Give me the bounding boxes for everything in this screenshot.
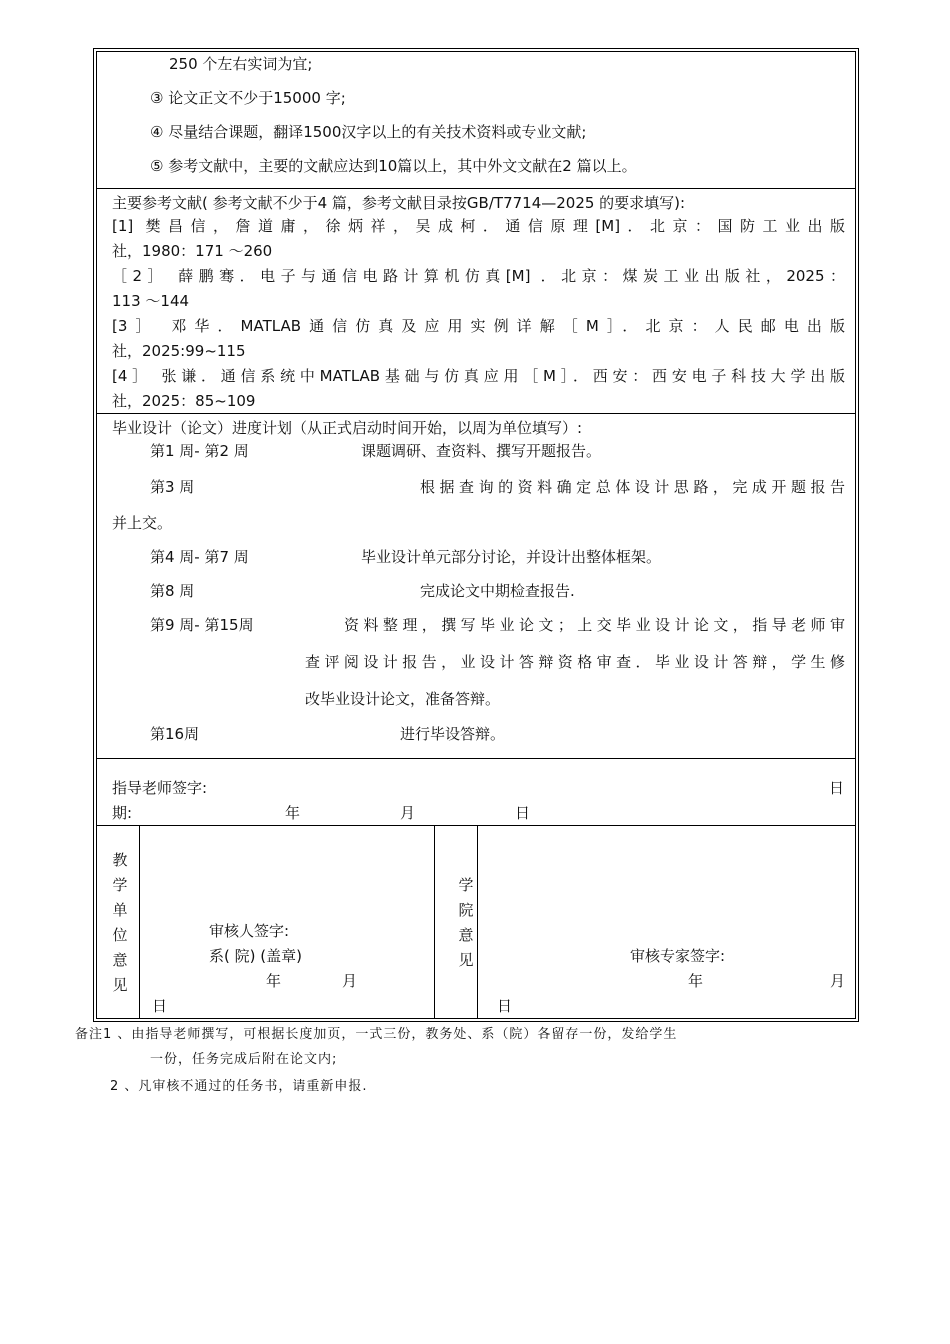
schedule-task-9-line2: 查评阅设计报告，业设计答辩资格审查．毕业设计答辩，学生修 [305,653,845,671]
reference-1-cont: 社，1980：171 ～260 [112,242,273,260]
reference-2-cont: 113 ～144 [112,292,190,310]
divider-unit-label [139,825,140,1019]
footnote-1: 备注1 、由指导老师撰写，可根据长度加页，一式三份，教务处、系（院）各留存一份，发给学生 [75,1027,678,1042]
schedule-task-1: 课题调研、查资料、撰写开题报告。 [361,442,602,460]
schedule-week-9: 第9 周- 第15周 [150,616,254,634]
references-heading: 主要参考文献( 参考文献不少于4 篇，参考文献目录按GB/T7714—2025 的要求填写): [112,194,686,212]
college-day: 日 [497,997,513,1015]
divider-review [96,825,856,826]
advisor-date-qi: 期: [112,804,133,822]
advisor-year: 年 [285,804,301,822]
college-opinion-label: 学院意见 [458,876,474,969]
schedule-task-4: 毕业设计单元部分讨论，并设计出整体框架。 [361,548,662,566]
college-expert-sign: 审核专家签字: [630,947,726,965]
requirement-item-4: ④ 尽量结合课题，翻译1500汉字以上的有关技术资料或专业文献; [150,123,587,141]
footnote-2: 2 、凡审核不通过的任务书，请重新申报. [110,1079,368,1094]
reference-1: [1] 樊昌信，詹道庸，徐炳祥，吴成柯．通信原理[M]．北京：国防工业出版 [112,217,845,235]
advisor-month: 月 [400,804,416,822]
reference-4-cont: 社，2025：85~109 [112,392,256,410]
divider-references [96,188,856,189]
schedule-task-3: 根据查询的资料确定总体设计思路，完成开题报告 [420,478,845,496]
reference-4: [4］ 张谦．通信系统中MATLAB基础与仿真应用［M］．西安：西安电子科技大学出版 [112,367,845,385]
divider-middle [434,825,435,1019]
unit-year: 年 [266,972,282,990]
footnote-1-cont: 一份，任务完成后附在论文内; [150,1052,338,1067]
unit-month: 月 [342,972,358,990]
reference-2: ［2］ 薛鹏骞．电子与通信电路计算机仿真[M] ．北京：煤炭工业出版社，2025： [112,267,845,285]
schedule-task-9-line3: 改毕业设计论文，准备答辩。 [305,690,501,708]
requirement-item-3: ③ 论文正文不少于15000 字; [150,89,346,107]
college-year: 年 [688,972,704,990]
schedule-week-3: 第3 周 [150,478,195,496]
reference-3-cont: 社，2025:99~115 [112,342,246,360]
schedule-week-1: 第1 周- 第2 周 [150,442,249,460]
requirement-item-5: ⑤ 参考文献中，主要的文献应达到10篇以上，其中外文文献在2 篇以上。 [150,157,637,175]
unit-day: 日 [152,997,168,1015]
schedule-task-16: 进行毕设答辩。 [400,725,506,743]
advisor-sign-label: 指导老师签字: [112,779,208,797]
college-month: 月 [830,972,846,990]
divider-schedule [96,413,856,414]
schedule-task-9: 资料整理，撰写毕业论文；上交毕业设计论文，指导老师审 [344,616,845,634]
unit-dept-seal: 系( 院) (盖章) [209,947,302,965]
divider-advisor [96,758,856,759]
requirement-line: 250 个左右实词为宜; [169,55,313,73]
advisor-day: 日 [515,804,531,822]
unit-opinion-label: 教学单位意见 [112,851,128,994]
unit-reviewer-sign: 审核人签字: [209,922,290,940]
schedule-task-3-cont: 并上交。 [112,514,173,532]
schedule-week-16: 第16周 [150,725,200,743]
schedule-heading: 毕业设计（论文）进度计划（从正式启动时间开始，以周为单位填写）: [112,419,583,437]
schedule-task-8: 完成论文中期检查报告. [420,582,575,600]
advisor-date-ri: 日 [829,779,845,797]
schedule-week-8: 第8 周 [150,582,195,600]
divider-college-label [477,825,478,1019]
schedule-week-4: 第4 周- 第7 周 [150,548,249,566]
reference-3: [3］ 邓华．MATLAB通信仿真及应用实例详解［M］．北京：人民邮电出版 [112,317,845,335]
